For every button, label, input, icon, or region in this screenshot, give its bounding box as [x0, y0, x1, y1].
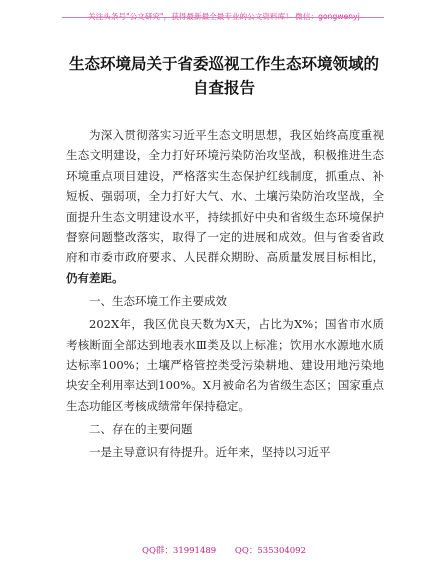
section-1-heading: 一、生态环境工作主要成效: [89, 294, 227, 309]
section-2-paragraph: 一是主导意识有待提升。近年来，坚持以习近平: [89, 445, 331, 460]
promo-banner: [0, 4, 448, 23]
footer-contact: [0, 544, 448, 556]
title-line-1: 生态环境局关于省委巡视工作生态环境领域的: [68, 55, 379, 73]
title-line-2: 自查报告: [192, 79, 255, 97]
header-divider: [62, 17, 384, 18]
section-1-paragraph: 202X年，我区优良天数为X天，占比为X%；国省市水质考核断面全部达到地表水Ⅲ类及以上标准；饮用水水源地水质达标率100%；土壤严格管控类受污染耕地、建设用地污染地块安全利用率达到100%。X月被命名为省级生态区；国家重点生态功能区考核成绩常年保持稳定。: [66, 317, 384, 413]
promo-banner-text: 关注头条号"公文研究"，获得最新最全最专业的公文资料库！ 微信：gongwenyj: [88, 12, 360, 21]
section-2-heading: 二、存在的主要问题: [89, 422, 193, 437]
footer-qq: QQ：535304092: [234, 546, 306, 556]
intro-tail: 仍有差距。: [66, 270, 124, 285]
footer-qq-group: QQ群：31991489: [141, 546, 217, 556]
intro-paragraph: [66, 125, 384, 288]
document-title: [40, 52, 408, 100]
document-body: [66, 125, 384, 463]
intro-text: 为深入贯彻落实习近平生态文明思想，我区始终高度重视生态文明建设，全力打好环境污染防治攻坚战，积极推进生态环境重点项目建设，严格落实生态保护红线制度，抓重点、补短板、强弱项，全力打好大气、水、土壤污染防治攻坚战，全面提升生态文明建设水平，持续抓好中央和省级生态环境保护督察问题整改落实，取得了一定的进展和成效。但与省委省政府和市委市政府要求、人民群众期盼、高质量发展目标相比，: [66, 128, 384, 265]
